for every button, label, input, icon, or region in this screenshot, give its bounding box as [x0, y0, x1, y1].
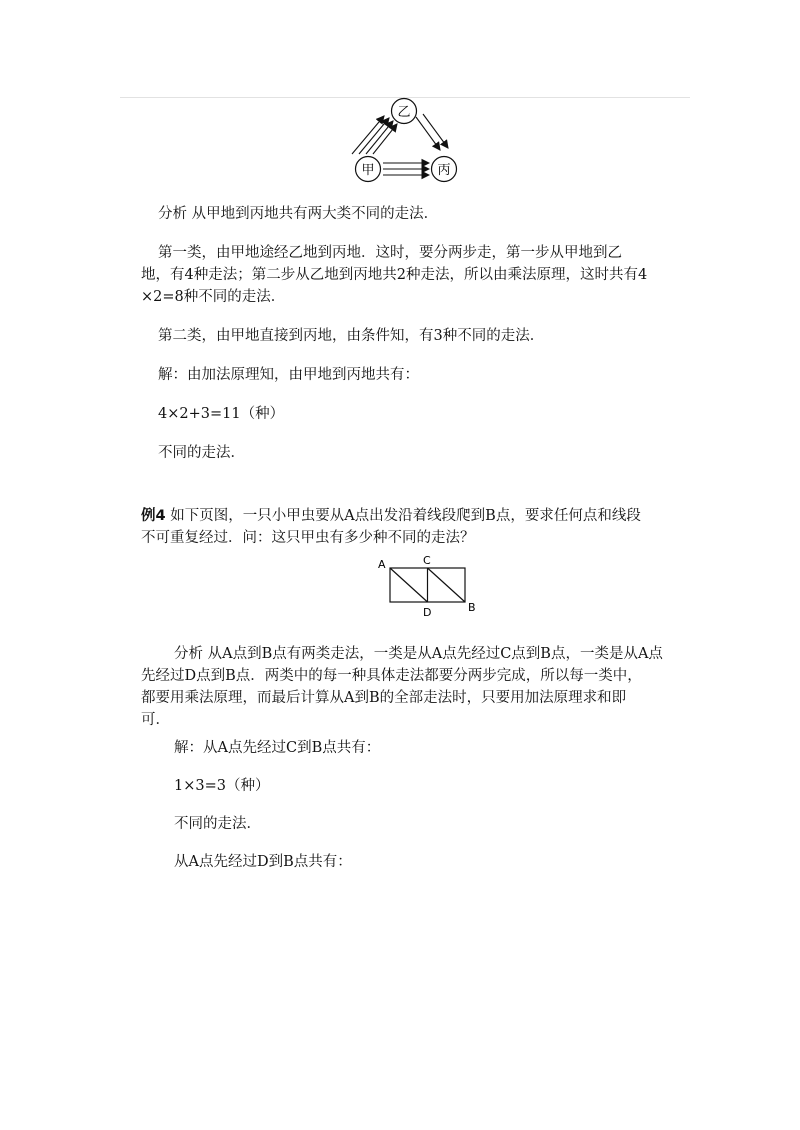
route-jia-yi-2 [359, 118, 389, 154]
grid-path-diagram [370, 548, 490, 628]
formula-2: 1×3=3（种） [174, 778, 270, 794]
example-4-line-1 [141, 505, 641, 527]
point-d-label: D [423, 606, 432, 619]
point-a-label: A [378, 558, 386, 571]
route-jia-yi-3 [366, 121, 393, 154]
analysis-2-line-2: 先经过D点到B点．两类中的每一种具体走法都要分两步完成，所以每一类中， [141, 668, 642, 684]
first-class-line-2: 地，有4种走法；第二步从乙地到丙地共2种走法，所以由乘法原理，这时共有4 [141, 267, 648, 283]
analysis-2-line-4: 可． [141, 712, 170, 728]
node-bing-label: 丙 [437, 163, 451, 178]
solution-1: 解：由加法原理知，由甲地到丙地共有： [158, 367, 419, 383]
result-1: 不同的走法． [158, 445, 245, 461]
point-c-label: C [423, 554, 431, 567]
formula-1: 4×2+3=11（种） [158, 406, 285, 422]
analysis-1: 分析 从甲地到丙地共有两大类不同的走法． [158, 206, 439, 222]
example-4-text: 如下页图，一只小甲虫要从A点出发沿着线段爬到B点，要求任何点和线段 [165, 508, 641, 524]
first-class-line-3: ×2=8种不同的走法． [141, 289, 286, 305]
next-step: 从A点先经过D到B点共有： [174, 854, 352, 870]
result-2: 不同的走法． [174, 816, 261, 832]
diagonal-right [428, 568, 466, 602]
node-jia-label: 甲 [361, 163, 375, 178]
point-b-label: B [468, 601, 476, 614]
diagonal-left [390, 568, 428, 602]
second-class: 第二类，由甲地直接到丙地，由条件知，有3种不同的走法． [158, 328, 545, 344]
analysis-2-line-3: 都要用乘法原理，而最后计算从A到B的全部走法时，只要用加法原理求和即 [141, 690, 627, 706]
route-jia-yi-4 [373, 124, 397, 154]
solution-2: 解：从A点先经过C到B点共有： [174, 740, 381, 756]
first-class-line-1: 第一类，由甲地途经乙地到丙地．这时，要分两步走，第一步从甲地到乙 [158, 245, 622, 261]
route-diagram-jia-yi-bing [340, 92, 470, 187]
example-4-label: 例4 [141, 508, 166, 524]
route-yi-bing-1 [416, 117, 440, 150]
node-yi-label: 乙 [397, 105, 411, 120]
example-4-line-2: 不可重复经过．问：这只甲虫有多少种不同的走法？ [141, 530, 475, 546]
route-jia-yi-1 [352, 116, 384, 154]
analysis-2-line-1: 分析 从A点到B点有两类走法，一类是从A点先经过C点到B点，一类是从A点 [174, 646, 663, 662]
